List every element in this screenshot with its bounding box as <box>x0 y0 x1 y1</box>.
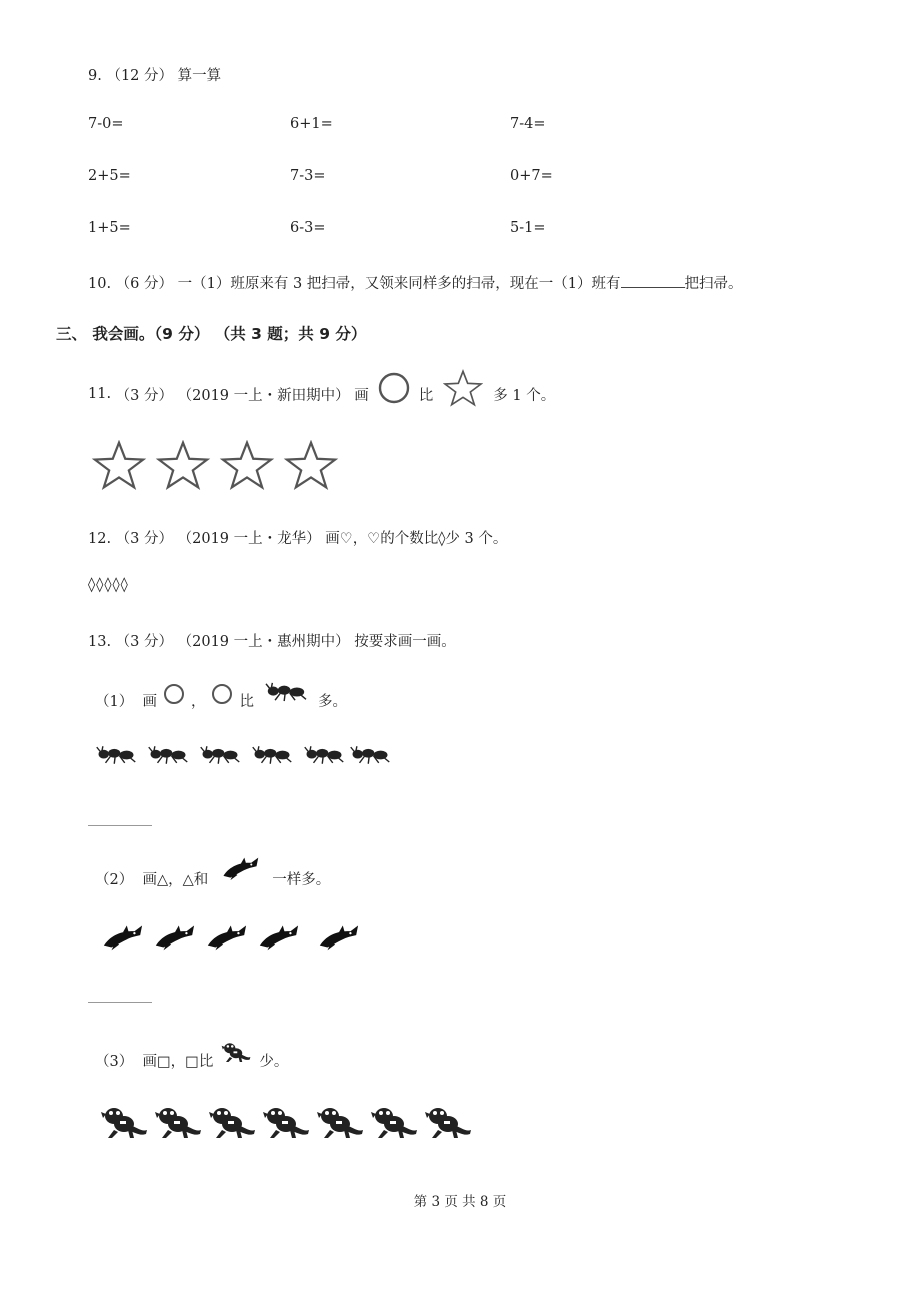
q13-part1-word-more: 多。 <box>317 693 347 710</box>
q13-part1-answer-line[interactable] <box>88 825 152 826</box>
q13-part3-word-draw: 画□，□比 <box>142 1053 214 1070</box>
q11-number: 11. <box>88 386 112 402</box>
q13 <box>88 630 456 651</box>
lizard-icon <box>154 1104 202 1140</box>
ant-icon <box>147 744 189 766</box>
fish-icon <box>220 854 260 882</box>
q13-part2-answer-line[interactable] <box>88 1002 152 1003</box>
q13-part2-word-same: 一样多。 <box>272 871 331 888</box>
star-icon <box>154 440 212 490</box>
q10-answer-blank[interactable] <box>621 274 685 288</box>
fish-icon <box>256 922 300 952</box>
lizard-icon <box>262 1104 310 1140</box>
q9-problem-1-1: 7-0= <box>88 116 124 132</box>
q10-score: （6 分） <box>115 276 174 292</box>
q13-score: （3 分） <box>115 634 174 650</box>
q12-source: （2019 一上・龙华） <box>177 531 321 547</box>
q10-text-after: 把扫帚。 <box>684 276 743 292</box>
q11 <box>88 372 555 416</box>
q9-problem-1-3: 7-4= <box>510 116 546 132</box>
ant-icon <box>349 744 391 766</box>
q9-problem-3-2: 6-3= <box>290 220 326 236</box>
q12 <box>88 527 507 548</box>
lizard-icon <box>208 1104 256 1140</box>
ant-icon <box>303 744 345 766</box>
q10-number: 10. <box>88 276 112 292</box>
q13-part3 <box>95 1040 288 1080</box>
q13-source: （2019 一上・惠州期中） <box>177 634 350 650</box>
q13-title: 按要求画一画。 <box>354 634 456 650</box>
ant-icon <box>95 744 137 766</box>
star-icon <box>218 440 276 490</box>
ant-icon <box>251 744 293 766</box>
q13-number: 13. <box>88 634 112 650</box>
q9-problem-2-1: 2+5= <box>88 168 131 184</box>
q10-text-before: 一（1）班原来有 3 把扫帚，又领来同样多的扫帚，现在一（1）班有 <box>177 276 621 292</box>
q12-number: 12. <box>88 531 112 547</box>
q13-part1-word-compare: 比 <box>239 693 254 710</box>
q13-part1-word-draw: 画 <box>142 693 157 710</box>
ant-icon <box>264 682 308 702</box>
q9-score: （12 分） <box>106 68 174 84</box>
lizard-icon <box>100 1104 148 1140</box>
q13-part3-label: （3） <box>95 1053 134 1070</box>
lizard-icon <box>221 1040 251 1064</box>
lizard-icon <box>424 1104 472 1140</box>
q13-part2 <box>95 855 330 901</box>
circle-icon <box>163 683 185 705</box>
q9-problem-2-2: 7-3= <box>290 168 326 184</box>
q11-source: （2019 一上・新田期中） <box>177 387 350 404</box>
fish-icon <box>316 922 360 952</box>
q13-part2-word-draw: 画△，△和 <box>142 871 209 888</box>
q11-word-draw: 画 <box>354 387 369 404</box>
lizard-icon <box>370 1104 418 1140</box>
q11-star-row <box>90 440 340 490</box>
q9-problem-3-1: 1+5= <box>88 220 131 236</box>
fish-icon <box>152 922 196 952</box>
q9-title: 算一算 <box>177 68 222 84</box>
q13-part1-label: （1） <box>95 693 134 710</box>
star-icon <box>90 440 148 490</box>
fish-icon <box>100 922 144 952</box>
q9-header <box>88 64 221 85</box>
q11-word-compare: 比 <box>418 387 434 404</box>
q11-word-more: 多 1 个。 <box>493 387 556 404</box>
q13-fish-row <box>100 922 360 952</box>
star-icon <box>443 369 483 407</box>
ant-icon <box>199 744 241 766</box>
q13-part1 <box>95 680 347 720</box>
q13-part3-word-less: 少。 <box>259 1053 289 1070</box>
lizard-icon <box>316 1104 364 1140</box>
q9-problem-2-3: 0+7= <box>510 168 553 184</box>
q13-part1-comma: ， <box>190 693 206 710</box>
q13-ant-row <box>95 744 391 766</box>
fish-icon <box>204 922 248 952</box>
q13-lizard-row <box>100 1104 472 1140</box>
q12-score: （3 分） <box>115 531 174 547</box>
q10 <box>88 272 743 293</box>
circle-icon <box>377 371 411 405</box>
circle-icon <box>211 683 233 705</box>
section-3-heading: 三、 我会画。（9 分） （共 3 题；共 9 分） <box>56 325 367 343</box>
q12-text: 画♡，♡的个数比◊少 3 个。 <box>325 531 508 547</box>
q9-number: 9. <box>88 68 102 84</box>
q11-score: （3 分） <box>115 387 174 404</box>
q12-diamonds: ◊◊◊◊◊ <box>88 577 129 593</box>
q13-part2-label: （2） <box>95 871 134 888</box>
q9-problem-1-2: 6+1= <box>290 116 333 132</box>
q9-problem-3-3: 5-1= <box>510 220 546 236</box>
page-footer: 第 3 页 共 8 页 <box>413 1194 507 1210</box>
star-icon <box>282 440 340 490</box>
